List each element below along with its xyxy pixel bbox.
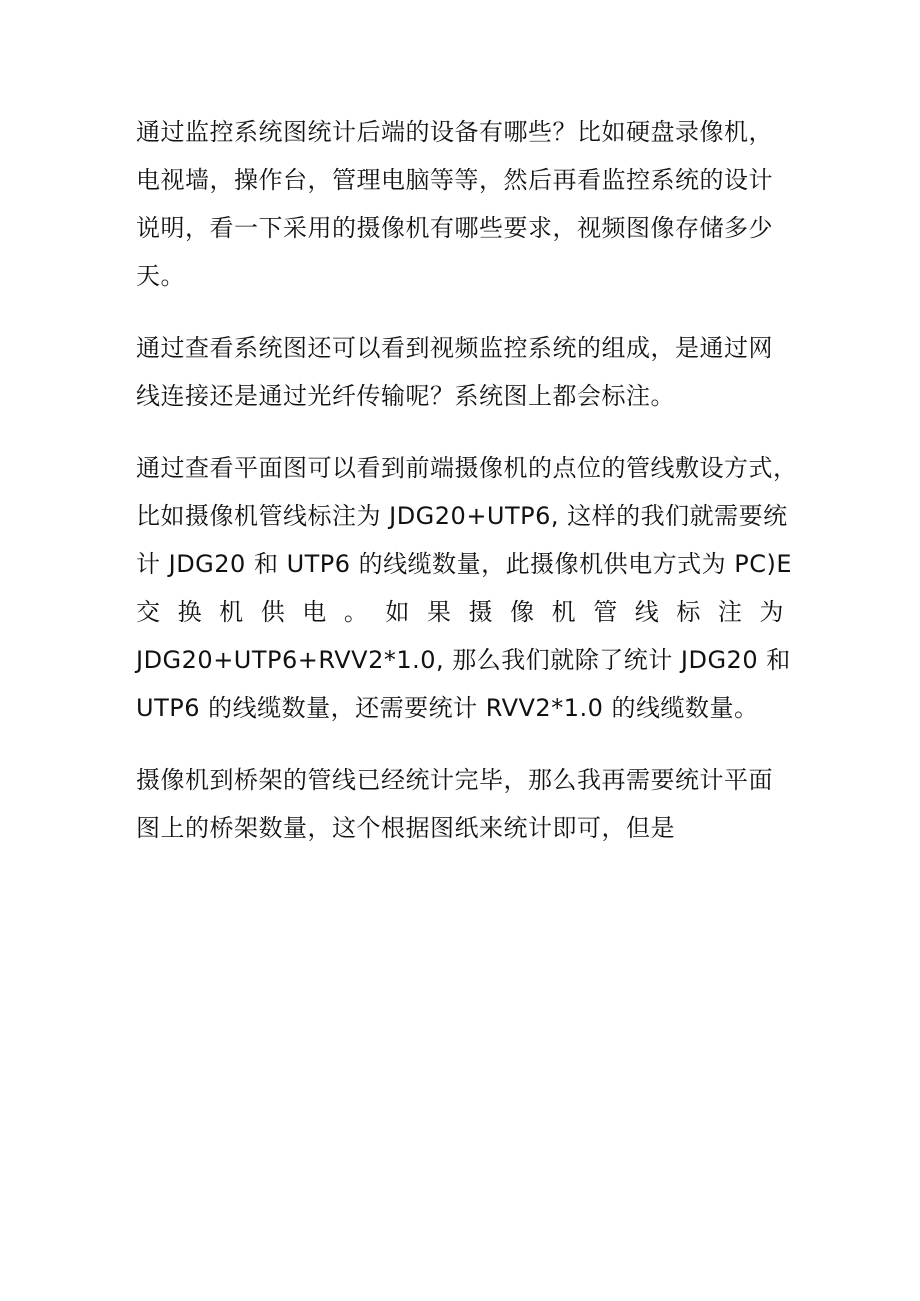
glyph: 机: [219, 598, 244, 626]
glyph: 电: [302, 598, 327, 626]
glyph: 交: [136, 598, 161, 626]
document-body: [136, 108, 798, 876]
paragraph-2: [136, 324, 784, 420]
paragraph-3: [136, 444, 798, 732]
text-line: 比如摄像机管线标注为 JDG20+UTP6, 这样的我们就需要统: [136, 502, 788, 530]
glyph: 供: [260, 598, 286, 626]
text-line: 通过查看平面图可以看到前端摄像机的点位的管线敷设方式，: [136, 454, 798, 482]
text-line: 图上的桥架数量，这个根据图纸来统计即可，但是: [136, 814, 675, 842]
text-line: 说明，看一下采用的摄像机有哪些要求，视频图像存储多少: [136, 214, 773, 242]
glyph: 标: [676, 598, 701, 626]
text-line: 摄像机到桥架的管线已经统计完毕，那么我再需要统计平面: [136, 766, 773, 794]
glyph: 像: [510, 598, 535, 626]
paragraph-1: [136, 108, 784, 300]
glyph: 注: [717, 598, 743, 626]
glyph: 管: [593, 598, 618, 626]
text-line: 天。: [136, 262, 185, 290]
text-line: 计 JDG20 和 UTP6 的线缆数量，此摄像机供电方式为 PC)E: [136, 550, 793, 578]
text-line: UTP6 的线缆数量，还需要统计 RVV2*1.0 的线缆数量。: [136, 694, 759, 722]
text-line: 通过查看系统图还可以看到视频监控系统的组成，是通过网: [136, 334, 773, 362]
glyph: 果: [426, 598, 452, 626]
glyph: 为: [759, 598, 784, 626]
glyph: 线: [634, 598, 660, 626]
paragraph-4: [136, 756, 784, 852]
glyph: 如: [385, 598, 410, 626]
text-line: 线连接还是通过光纤传输呢？系统图上都会标注。: [136, 382, 675, 410]
text-line: 通过监控系统图统计后端的设备有哪些？比如硬盘录像机，: [136, 118, 773, 146]
glyph: 。: [343, 598, 369, 626]
glyph: 摄: [468, 598, 493, 626]
glyph: 机: [551, 598, 577, 626]
text-line: JDG20+UTP6+RVV2*1.0, 那么我们就除了统计 JDG20 和: [136, 646, 791, 674]
glyph: 换: [177, 598, 203, 626]
text-line-spread: [136, 588, 784, 636]
text-line: 电视墙，操作台，管理电脑等等，然后再看监控系统的设计: [136, 166, 773, 194]
